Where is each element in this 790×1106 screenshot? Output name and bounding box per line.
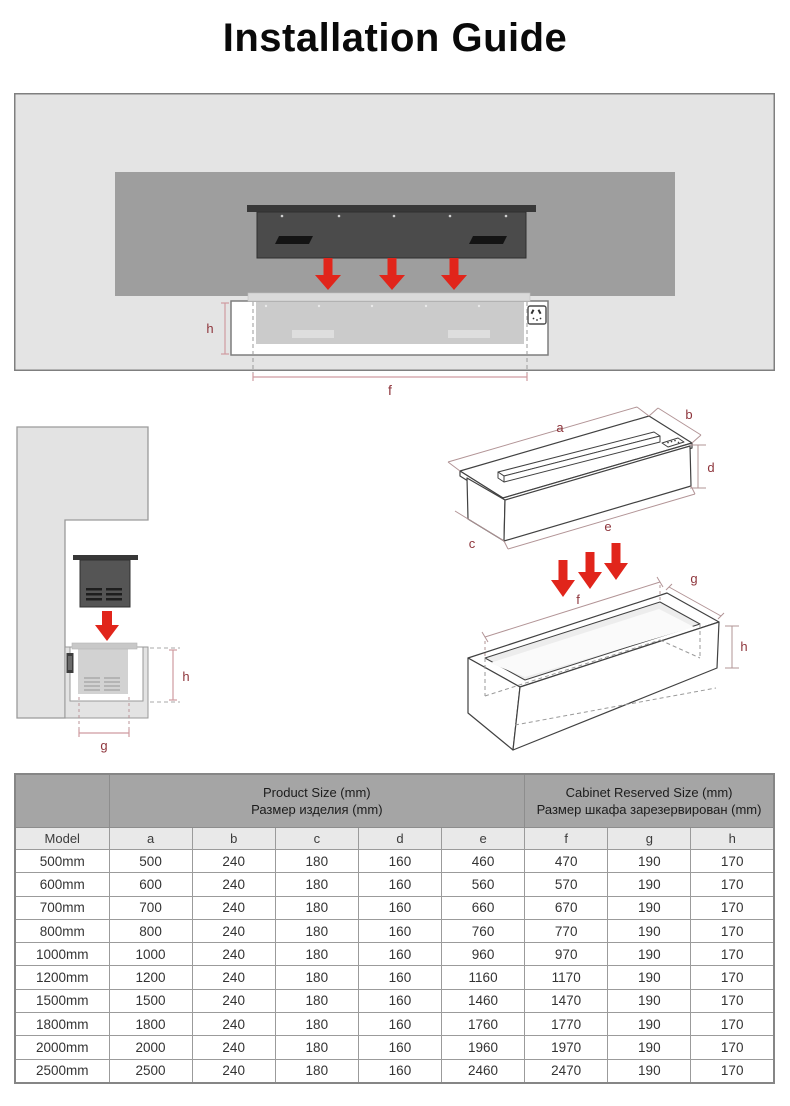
- cabinet-cutout-3d-drawing: [468, 593, 719, 750]
- value-cell: 160: [358, 1036, 441, 1059]
- value-cell: 160: [358, 966, 441, 989]
- value-cell: 180: [275, 873, 358, 896]
- value-cell: 160: [358, 943, 441, 966]
- value-cell: 170: [691, 1059, 774, 1083]
- value-cell: 190: [608, 966, 691, 989]
- value-cell: 170: [691, 873, 774, 896]
- model-cell: 2500mm: [15, 1059, 109, 1083]
- value-cell: 160: [358, 1013, 441, 1036]
- col-header-d: d: [358, 828, 441, 850]
- value-cell: 160: [358, 919, 441, 942]
- model-cell: 600mm: [15, 873, 109, 896]
- col-header-g: g: [608, 828, 691, 850]
- value-cell: 1500: [109, 989, 192, 1012]
- value-cell: 1970: [525, 1036, 608, 1059]
- value-cell: 190: [608, 919, 691, 942]
- down-arrow-icon: [578, 552, 602, 589]
- value-cell: 170: [691, 1036, 774, 1059]
- value-cell: 170: [691, 896, 774, 919]
- value-cell: 2460: [442, 1059, 525, 1083]
- value-cell: 190: [608, 850, 691, 873]
- value-cell: 960: [442, 943, 525, 966]
- fireplace-unit-front: [247, 205, 536, 258]
- page-title: Installation Guide: [222, 16, 568, 60]
- col-header-model: Model: [15, 828, 109, 850]
- value-cell: 1800: [109, 1013, 192, 1036]
- dimension-label-d: d: [707, 460, 715, 475]
- down-arrow-icon: [95, 611, 119, 641]
- value-cell: 190: [608, 1059, 691, 1083]
- value-cell: 240: [192, 989, 275, 1012]
- value-cell: 180: [275, 943, 358, 966]
- value-cell: 500: [109, 850, 192, 873]
- table-row: [15, 966, 774, 989]
- power-socket-icon: [67, 653, 74, 673]
- value-cell: 180: [275, 919, 358, 942]
- model-cell: 700mm: [15, 896, 109, 919]
- value-cell: 170: [691, 966, 774, 989]
- value-cell: 160: [358, 850, 441, 873]
- dimension-label-h: h: [740, 639, 748, 654]
- vent-slot: [448, 330, 490, 338]
- product-size-header: [109, 774, 525, 828]
- table-row: [15, 1013, 774, 1036]
- col-header-c: c: [275, 828, 358, 850]
- dimension-label-g: g: [100, 738, 108, 753]
- down-arrow-icon: [551, 560, 575, 597]
- table-row: [15, 1059, 774, 1083]
- dimension-label-f: f: [388, 382, 392, 398]
- table-row: [15, 943, 774, 966]
- product-size-header-en: Product Size (mm): [262, 785, 371, 800]
- col-header-a: a: [109, 828, 192, 850]
- dimension-label-h: h: [206, 321, 214, 336]
- value-cell: 190: [608, 943, 691, 966]
- value-cell: 240: [192, 1036, 275, 1059]
- dimension-label-c: c: [468, 536, 476, 551]
- model-cell: 2000mm: [15, 1036, 109, 1059]
- value-cell: 160: [358, 989, 441, 1012]
- table-corner-cell: [15, 774, 109, 828]
- model-cell: 800mm: [15, 919, 109, 942]
- value-cell: 160: [358, 873, 441, 896]
- cabinet-size-header: [525, 774, 774, 828]
- value-cell: 1470: [525, 989, 608, 1012]
- value-cell: 240: [192, 943, 275, 966]
- value-cell: 240: [192, 919, 275, 942]
- model-cell: 1800mm: [15, 1013, 109, 1036]
- vent-slot: [275, 236, 313, 244]
- dimension-label-b: b: [685, 407, 693, 422]
- value-cell: 460: [442, 850, 525, 873]
- value-cell: 240: [192, 1013, 275, 1036]
- wall-front-view-diagram: [14, 93, 775, 403]
- model-cell: 1000mm: [15, 943, 109, 966]
- value-cell: 700: [109, 896, 192, 919]
- size-table: [14, 773, 775, 1084]
- value-cell: 160: [358, 1059, 441, 1083]
- cabinet-opening-front: [231, 293, 548, 355]
- value-cell: 180: [275, 850, 358, 873]
- col-header-h: h: [691, 828, 774, 850]
- dimension-label-g: g: [690, 571, 698, 586]
- product-size-header-ru: Размер изделия (mm): [251, 802, 383, 817]
- value-cell: 670: [525, 896, 608, 919]
- col-header-e: e: [442, 828, 525, 850]
- value-cell: 1770: [525, 1013, 608, 1036]
- insert-direction-arrows: [551, 543, 628, 597]
- value-cell: 170: [691, 989, 774, 1012]
- table-row: [15, 989, 774, 1012]
- value-cell: 190: [608, 873, 691, 896]
- value-cell: 1000: [109, 943, 192, 966]
- value-cell: 470: [525, 850, 608, 873]
- dimension-label-f: f: [576, 592, 580, 607]
- dimension-label-h: h: [182, 669, 190, 684]
- value-cell: 190: [608, 1013, 691, 1036]
- down-arrow-icon: [604, 543, 628, 580]
- value-cell: 240: [192, 1059, 275, 1083]
- table-row: [15, 896, 774, 919]
- side-section-diagram: [10, 415, 220, 755]
- value-cell: 180: [275, 1036, 358, 1059]
- dimension-label-e: e: [604, 519, 612, 534]
- value-cell: 970: [525, 943, 608, 966]
- value-cell: 170: [691, 1013, 774, 1036]
- column-header-row: [15, 828, 774, 850]
- value-cell: 2500: [109, 1059, 192, 1083]
- value-cell: 160: [358, 896, 441, 919]
- size-table-body: [15, 850, 774, 1083]
- value-cell: 180: [275, 896, 358, 919]
- value-cell: 1760: [442, 1013, 525, 1036]
- value-cell: 1200: [109, 966, 192, 989]
- value-cell: 660: [442, 896, 525, 919]
- value-cell: 2470: [525, 1059, 608, 1083]
- value-cell: 190: [608, 896, 691, 919]
- value-cell: 800: [109, 919, 192, 942]
- value-cell: 1160: [442, 966, 525, 989]
- col-header-b: b: [192, 828, 275, 850]
- dimension-g-lines: [79, 729, 129, 737]
- model-cell: 1200mm: [15, 966, 109, 989]
- dimension-f-lines: [253, 373, 527, 381]
- value-cell: 180: [275, 1013, 358, 1036]
- value-cell: 1960: [442, 1036, 525, 1059]
- cabinet-recess-side: [65, 643, 148, 718]
- value-cell: 190: [608, 989, 691, 1012]
- value-cell: 190: [608, 1036, 691, 1059]
- table-row: [15, 850, 774, 873]
- vent-slot: [469, 236, 507, 244]
- table-row: [15, 873, 774, 896]
- value-cell: 170: [691, 943, 774, 966]
- value-cell: 560: [442, 873, 525, 896]
- value-cell: 240: [192, 850, 275, 873]
- group-header-row: [15, 774, 774, 828]
- value-cell: 760: [442, 919, 525, 942]
- value-cell: 240: [192, 896, 275, 919]
- value-cell: 1170: [525, 966, 608, 989]
- value-cell: 770: [525, 919, 608, 942]
- cabinet-size-header-en: Cabinet Reserved Size (mm): [565, 785, 733, 800]
- model-cell: 1500mm: [15, 989, 109, 1012]
- value-cell: 180: [275, 966, 358, 989]
- dimension-h-lines: [169, 650, 177, 700]
- vent-slot: [292, 330, 334, 338]
- extension-lines-h: [150, 648, 180, 702]
- value-cell: 170: [691, 850, 774, 873]
- value-cell: 180: [275, 989, 358, 1012]
- value-cell: 1460: [442, 989, 525, 1012]
- value-cell: 2000: [109, 1036, 192, 1059]
- isometric-diagrams: [428, 400, 790, 765]
- product-3d-drawing: [460, 416, 692, 541]
- cabinet-size-header-ru: Размер шкафа зарезервирован (mm): [536, 802, 762, 817]
- power-socket-icon: [528, 306, 546, 324]
- value-cell: 570: [525, 873, 608, 896]
- value-cell: 240: [192, 966, 275, 989]
- value-cell: 180: [275, 1059, 358, 1083]
- col-header-f: f: [525, 828, 608, 850]
- table-row: [15, 1036, 774, 1059]
- value-cell: 240: [192, 873, 275, 896]
- value-cell: 170: [691, 919, 774, 942]
- value-cell: 600: [109, 873, 192, 896]
- model-cell: 500mm: [15, 850, 109, 873]
- dimension-label-a: a: [556, 420, 564, 435]
- table-row: [15, 919, 774, 942]
- fireplace-unit-side: [73, 555, 138, 607]
